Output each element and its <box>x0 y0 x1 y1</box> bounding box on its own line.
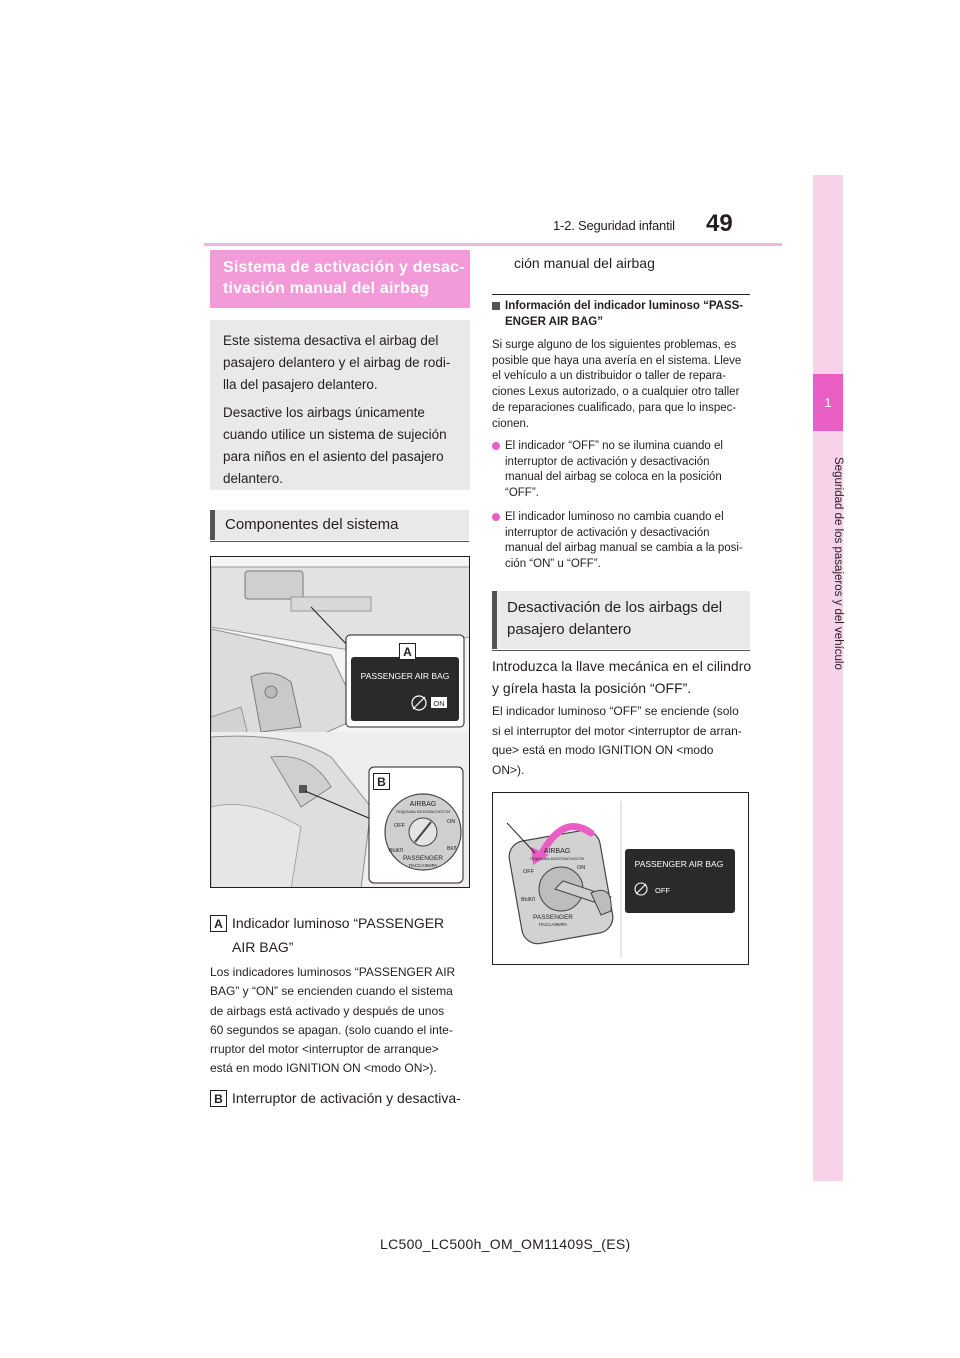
info-heading-line-1: Información del indicador luminoso “PASS- <box>505 300 744 312</box>
item-a-desc-line-5: rruptor del motor <interruptor de arranque> <box>210 1042 439 1056</box>
info-body-line-4: ciones Lexus autorizado, o a cualquier otro taller <box>492 386 740 399</box>
fig2-indicator-text: PASSENGER AIR BAG <box>634 859 724 869</box>
fig2-switch-ru2: ПАССАЖИРА <box>538 922 568 927</box>
fig2-switch-on: ON <box>577 865 586 871</box>
intro-note-line-3: que> está en modo IGNITION ON <modo <box>492 743 714 758</box>
intro-note-line-1: El indicador luminoso “OFF” se enciende (solo <box>492 704 739 718</box>
item-a-desc-line-3: de airbags está activado y después de unos <box>210 1004 445 1018</box>
right-rule <box>492 294 750 295</box>
summary-box <box>210 320 470 490</box>
switch-vykl-text: ВЫКЛ <box>389 848 403 854</box>
pink-heading-line-1: Sistema de activación y desac- <box>223 259 465 276</box>
intro-text <box>492 655 754 699</box>
item-a-label: A <box>210 915 227 932</box>
bullet1-line-4: “OFF”. <box>505 487 539 500</box>
figure-indicator-on: ON <box>433 699 445 708</box>
deactivation-heading <box>492 591 750 649</box>
info-body-line-2: posible que haya una avería en el sistema. Lleve <box>492 354 742 367</box>
intro-line-2: y gírela hasta la posición “OFF”. <box>492 680 692 696</box>
item-a-desc-line-6: está en modo IGNITION ON <modo ON>). <box>210 1061 437 1075</box>
info-heading-line-2: ENGER AIR BAG” <box>505 316 603 328</box>
switch-passenger-text: PASSENGER <box>403 855 443 862</box>
bullet2-line-3: manual del airbag manual se cambia a la posi- <box>505 542 743 555</box>
bullet1-line-3: manual del airbag se coloca en la posición <box>505 471 722 484</box>
fig2-switch-vykl: ВЫКЛ <box>521 897 535 903</box>
item-a-title-line-1: Indicador luminoso “PASSENGER <box>232 915 445 931</box>
bullet-dot-icon <box>492 442 500 450</box>
key-switch-illustration <box>493 793 749 965</box>
info-body <box>492 338 750 432</box>
bullet-item-2 <box>492 510 754 573</box>
switch-vkl-text: ВКЛ <box>447 846 457 852</box>
heading-underline <box>492 650 750 651</box>
switch-ru1-text: ПОДУШКА БЕЗОПАСНОСТИ <box>395 809 451 814</box>
fig2-indicator-off: OFF <box>655 886 670 895</box>
intro-line-1: Introduzca la llave mecánica en el cilindro <box>492 658 752 674</box>
continuation-text: ción manual del airbag <box>514 255 655 271</box>
bullet-dot-icon <box>492 513 500 521</box>
item-a-desc-line-1: Los indicadores luminosos “PASSENGER AIR <box>210 965 456 979</box>
bullet2-line-4: ción “ON” u “OFF”. <box>505 558 601 571</box>
header-rule <box>204 243 782 246</box>
item-a-title-line-2: AIR BAG” <box>232 939 294 955</box>
dashboard-illustration <box>211 557 470 888</box>
switch-off-text: OFF <box>394 823 405 829</box>
components-heading-text: Componentes del sistema <box>225 516 399 533</box>
info-body-line-3: el vehículo a un distribuidor o taller de repara- <box>492 370 726 383</box>
fig2-switch-passenger: PASSENGER <box>533 914 573 921</box>
components-heading <box>210 510 469 540</box>
bullet2-line-2: interruptor de activación y desactivación <box>505 526 710 539</box>
fig2-switch-ru1: ПОДУШКА БЕЗОПАСНОСТИ <box>529 856 585 861</box>
summary-paragraph-2: Desactive los airbags únicamente cuando utilice un sistema de sujeción para niños en el asiento del pasajero delantero. <box>223 405 447 486</box>
item-b-label: B <box>210 1090 227 1107</box>
document-code: LC500_LC500h_OM_OM11409S_(ES) <box>380 1236 631 1252</box>
bullet1-line-2: interruptor de activación y desactivación <box>505 455 710 468</box>
intro-note <box>492 702 754 781</box>
summary-paragraph-1: Este sistema desactiva el airbag del pasajero delantero y el airbag de rodi-lla del pasajero delantero. <box>223 333 451 392</box>
item-a-desc-line-2: BAG” y “ON” se encienden cuando el sistema <box>210 984 453 998</box>
info-heading <box>492 298 754 330</box>
page-number: 49 <box>706 210 733 237</box>
pink-heading-line-2: tivación manual del airbag <box>223 280 430 297</box>
bullet-item-1 <box>492 439 754 502</box>
bullet2-line-1: El indicador luminoso no cambia cuando el <box>505 511 724 523</box>
components-figure <box>210 556 470 888</box>
figure-label-b: B <box>373 773 390 790</box>
chapter-title-vertical: Seguridad de los pasajeros y del vehículo <box>832 456 844 670</box>
info-body-line-6: cionen. <box>492 417 530 430</box>
info-body-line-1: Si surge alguno de los siguientes problemas, es <box>492 339 737 351</box>
bullet1-line-1: El indicador “OFF” no se ilumina cuando el <box>505 440 723 452</box>
heading-underline <box>210 541 469 542</box>
figure-indicator-text: PASSENGER AIR BAG <box>360 671 450 681</box>
item-a-desc-line-4: 60 segundos se apagan. (solo cuando el inte- <box>210 1023 453 1037</box>
chapter-number-tab[interactable]: 1 <box>813 374 843 431</box>
square-bullet-icon <box>492 302 500 310</box>
switch-airbag-text: AIRBAG <box>409 801 437 808</box>
switch-on-text: ON <box>447 819 456 825</box>
fig2-switch-airbag: AIRBAG <box>543 848 571 855</box>
deactivation-heading-line-1: Desactivación de los airbags del <box>507 599 723 616</box>
pink-section-heading <box>210 250 470 308</box>
switch-ru2-text: ПАССАЖИРА <box>408 863 438 868</box>
fig2-switch-off: OFF <box>523 869 534 875</box>
intro-note-line-2: si el interruptor del motor <interruptor de arran- <box>492 723 742 738</box>
intro-note-line-4: ON>). <box>492 763 525 778</box>
info-body-line-5: de reparaciones cualificado, para que lo inspec- <box>492 401 737 414</box>
deactivation-figure <box>492 792 749 965</box>
deactivation-heading-line-2: pasajero delantero <box>507 621 632 638</box>
item-b-title: Interruptor de activación y desactiva- <box>232 1090 461 1106</box>
section-title: 1-2. Seguridad infantil <box>553 218 675 233</box>
figure-label-a: A <box>399 643 416 660</box>
